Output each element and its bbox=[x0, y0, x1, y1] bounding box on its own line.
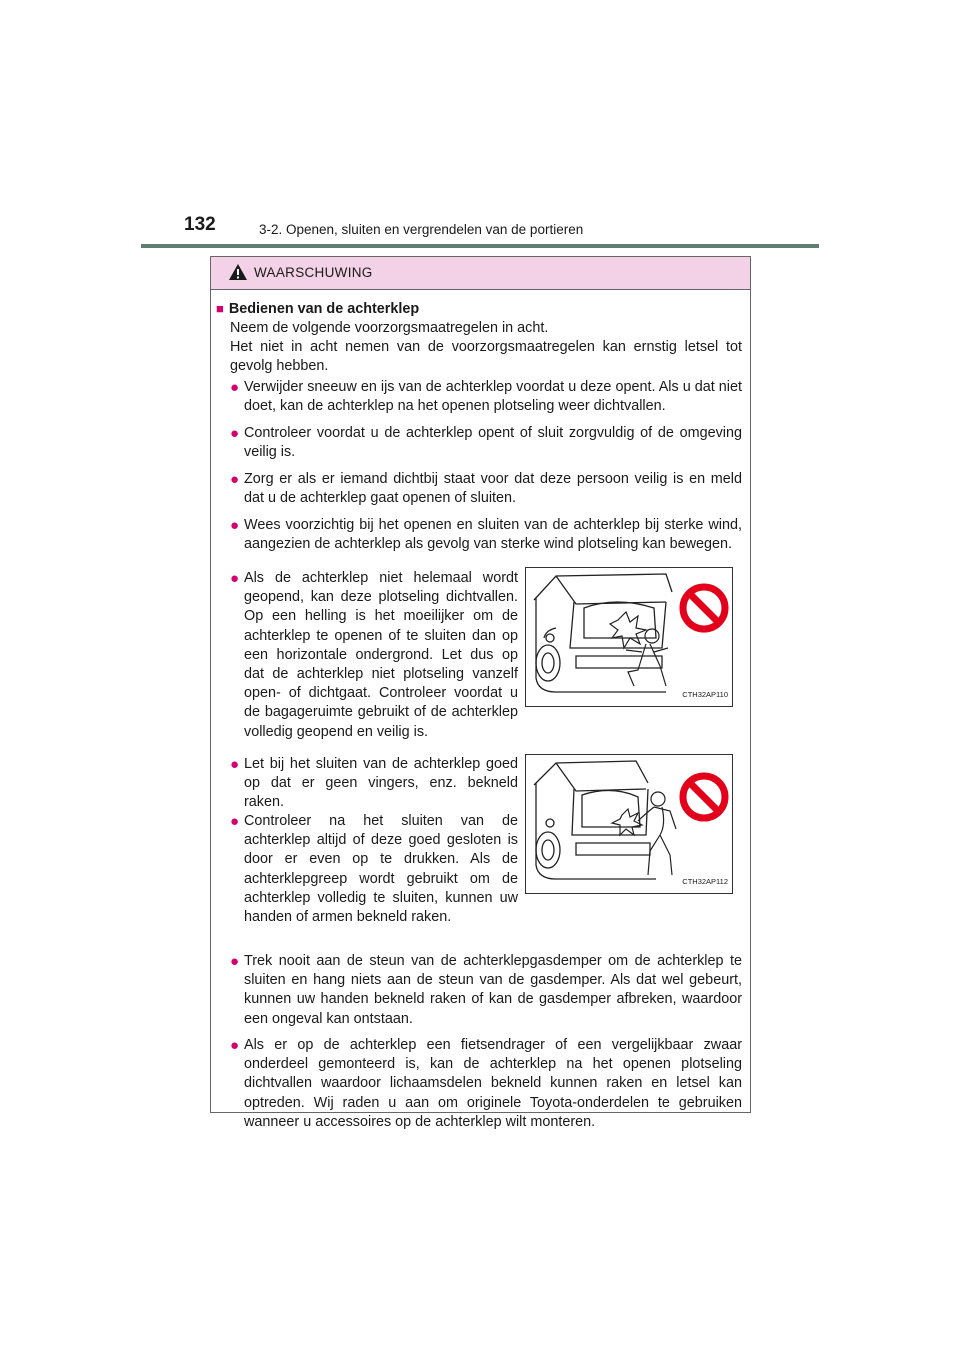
bullet-dot-icon: ● bbox=[230, 1037, 240, 1054]
bullet-dot-icon: ● bbox=[230, 570, 240, 587]
illustration-tailgate-not-fully-open bbox=[525, 567, 733, 707]
bullet-text: Controleer voordat u de achterklep opent of sluit zorgvuldig of de omgeving veilig is. bbox=[244, 425, 742, 461]
bullet-item bbox=[230, 516, 742, 554]
bullet-item bbox=[230, 755, 518, 813]
prohibited-icon bbox=[683, 776, 725, 818]
running-head: 3-2. Openen, sluiten en vergrendelen van de portieren bbox=[259, 222, 584, 237]
bullet-text: Verwijder sneeuw en ijs van de achterklep voordat u deze opent. Als u dat niet doet, kan de achterklep na het openen plotseling weer dichtvallen. bbox=[244, 379, 742, 415]
bullet-dot-icon: ● bbox=[230, 425, 240, 442]
bullet-dot-icon: ● bbox=[230, 813, 240, 830]
figure-code: CTH32AP110 bbox=[682, 689, 728, 699]
warning-box bbox=[210, 256, 751, 1130]
warning-header bbox=[211, 257, 750, 290]
illustration-tailgate-closing-hands bbox=[525, 754, 733, 894]
intro-text: Het niet in acht nemen van de voorzorgsmaatregelen kan ernstig letsel tot gevolg hebben. bbox=[230, 339, 742, 375]
bullet-item bbox=[230, 378, 742, 416]
section-heading-text: Bedienen van de achterklep bbox=[228, 301, 420, 317]
warning-triangle-icon bbox=[228, 263, 248, 281]
figure-code: CTH32AP112 bbox=[682, 876, 728, 886]
intro-text: Neem de volgende voorzorgsmaatregelen in acht. bbox=[230, 320, 549, 336]
section-heading bbox=[216, 299, 419, 319]
bullet-item bbox=[230, 569, 518, 742]
square-bullet-icon: ■ bbox=[216, 301, 224, 316]
bullet-text: Wees voorzichtig bij het openen en sluiten van de achterklep bij sterke wind, aangezien de achterklep als gevolg van sterke wind plotseling kan bewegen. bbox=[244, 517, 742, 553]
bullet-dot-icon: ● bbox=[230, 471, 240, 488]
bullet-text: Let bij het sluiten van de achterklep goed op dat er geen vingers, enz. bekneld raken. bbox=[244, 756, 518, 811]
bullet-item bbox=[230, 470, 742, 508]
warning-content bbox=[211, 290, 750, 1130]
bullet-text: Controleer na het sluiten van de achterklep altijd of deze goed gesloten is door er even op te drukken. Als de achterklepgreep wordt gebruikt om de achterklep volledig te sluiten, kunnen uw handen of armen bekneld raken. bbox=[244, 813, 518, 926]
bullet-text: Trek nooit aan de steun van de achterklepgasdemper om de achterklep te sluiten en hang niets aan de steun van de gasdemper. Als dat wel gebeurt, kunnen uw handen bekneld raken of kan de gasdemper afbreken, waardoor een ongeval kan ontstaan. bbox=[244, 953, 742, 1027]
header-rule bbox=[141, 244, 819, 248]
bullet-item bbox=[230, 952, 742, 1029]
prohibited-icon bbox=[683, 587, 725, 629]
warning-title: WAARSCHUWING bbox=[254, 265, 373, 280]
bullet-item bbox=[230, 1036, 742, 1132]
bullet-text: Als de achterklep niet helemaal wordt geopend, kan deze plotseling dichtvallen. Op een helling is het moeilijker om de achterklep te openen of te sluiten dan op een horizontale ondergrond. Let dus op dat de achterklep niet plotseling vanzelf open- of dichtgaat. Controleer voordat u de bagageruimte gebruikt of de achterklep volledig geopend en veilig is. bbox=[244, 570, 518, 740]
page-number: 132 bbox=[184, 214, 216, 235]
bullet-item bbox=[230, 424, 742, 462]
bullet-dot-icon: ● bbox=[230, 953, 240, 970]
bullet-text: Zorg er als er iemand dichtbij staat voor dat deze persoon veilig is en meld dat u de achterklep gaat openen of sluiten. bbox=[244, 471, 742, 507]
bullet-item bbox=[230, 812, 518, 927]
bullet-dot-icon: ● bbox=[230, 379, 240, 396]
bullet-dot-icon: ● bbox=[230, 756, 240, 773]
bullet-text: Als er op de achterklep een fietsendrager of een vergelijkbaar zwaar onderdeel gemonteerd is, kan de achterklep na het openen plotseling dichtvallen waardoor lichaamsdelen bekneld kunnen raken en letsel kan optreden. Wij raden u aan om originele Toyota-onderdelen te gebruiken wanneer u accessoires op de achterklep wilt monteren. bbox=[244, 1037, 742, 1130]
bullet-dot-icon: ● bbox=[230, 517, 240, 534]
